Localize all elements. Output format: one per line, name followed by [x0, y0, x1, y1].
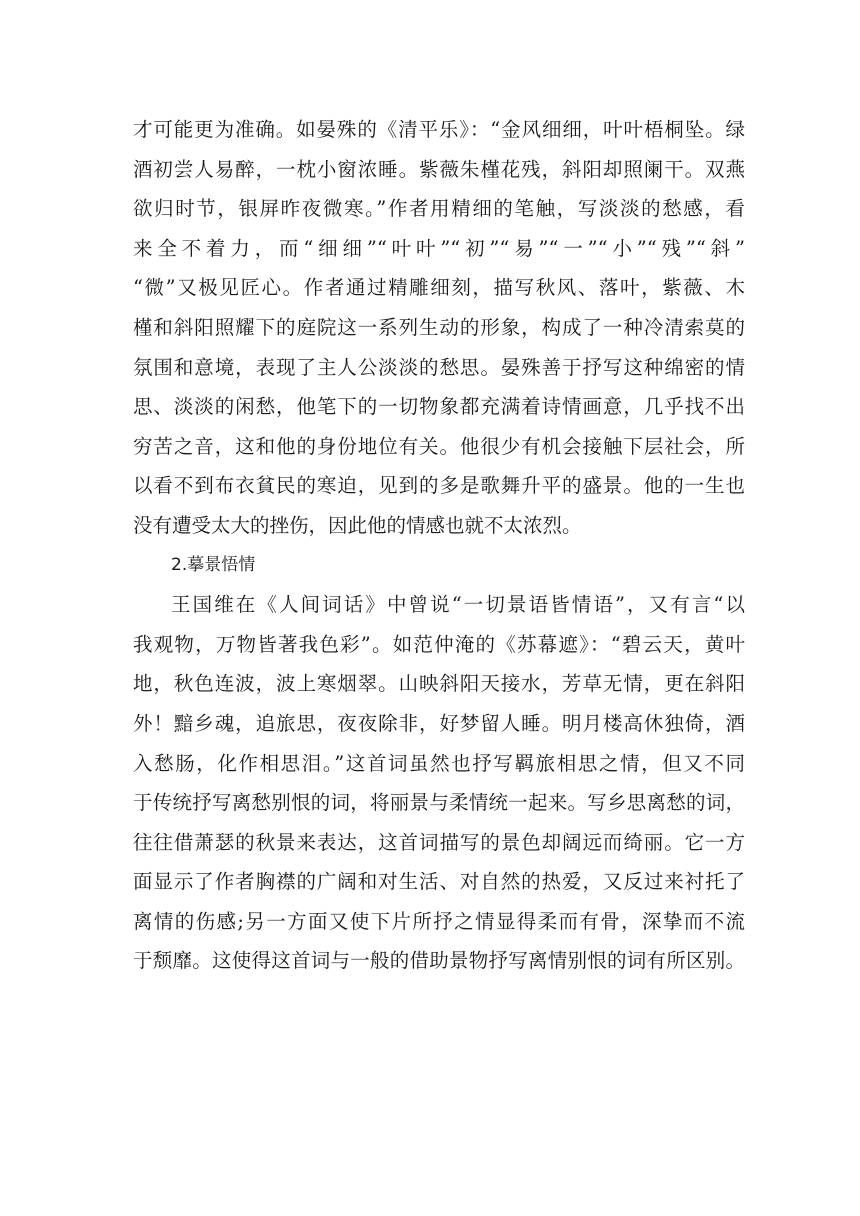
paragraph-first-line: 王国维在《人间词话》中曾说“一切景语皆情语”，又有言“以 — [171, 593, 745, 617]
text-line: “微”又极见匠心。作者通过精雕细刻，描写秋风、落叶，紫薇、木 — [133, 276, 745, 300]
text-line: 没有遭受太大的挫伤，因此他的情感也就不太浓烈。 — [133, 513, 582, 537]
text-line: 思、淡淡的闲愁，他笔下的一切物象都充满着诗情画意，几乎找不出 — [133, 395, 745, 419]
text-line: 槿和斜阳照耀下的庭院这一系列生动的形象，构成了一种冷清索莫的 — [133, 315, 745, 339]
text-line: 才可能更为准确。如晏殊的《清平乐》：“金风细细，叶叶梧桐坠。绿 — [133, 118, 745, 141]
text-line: 来全不着力，而“细细”“叶叶”“初”“易”“一”“小”“残”“斜” — [133, 236, 745, 260]
text-line: 欲归时节，银屏昨夜微寒。”作者用精细的笔触，写淡淡的愁感，看 — [133, 197, 745, 221]
section-heading: 2.摹景悟情 — [171, 554, 256, 575]
text-line: 氛围和意境，表现了主人公淡淡的愁思。晏殊善于抒写这种绵密的情 — [133, 355, 745, 379]
text-line: 离情的伤感;另一方面又使下片所抒之情显得柔而有骨，深挚而不流 — [133, 909, 745, 933]
text-line: 以看不到布衣貧民的寒迫，见到的多是歌舞升平的盛景。他的一生也 — [133, 474, 745, 498]
text-line: 于传统抒写离愁别恨的词，将丽景与柔情统一起来。写乡思离愁的词， — [133, 791, 745, 815]
text-line: 面显示了作者胸襟的广阔和对生活、对自然的热爱，又反过来衬托了 — [133, 870, 745, 894]
text-line: 地，秋色连波，波上寒烟翠。山映斜阳天接水，芳草无情，更在斜阳 — [133, 672, 745, 696]
text-line: 入愁肠，化作相思泪。”这首词虽然也抒写羁旅相思之情，但又不同 — [133, 751, 745, 775]
text-line: 外！黯乡魂，追旅思，夜夜除非，好梦留人睡。明月楼高休独倚，酒 — [133, 711, 745, 735]
text-line: 于颓靡。这使得这首词与一般的借助景物抒写离情别恨的词有所区别。 — [133, 949, 745, 973]
text-line: 往往借萧瑟的秋景来表达，这首词描写的景色却阔远而绮丽。它一方 — [133, 830, 745, 854]
text-line: 穷苦之音，这和他的身份地位有关。他很少有机会接触下层社会，所 — [133, 434, 745, 458]
text-line: 酒初尝人易醉，一枕小窗浓睡。紫薇朱槿花残，斜阳却照阑干。双燕 — [133, 157, 745, 181]
text-line: 我观物，万物皆著我色彩”。如范仲淹的《苏幕遮》：“碧云天，黄叶 — [133, 632, 745, 656]
body-text — [133, 110, 745, 981]
